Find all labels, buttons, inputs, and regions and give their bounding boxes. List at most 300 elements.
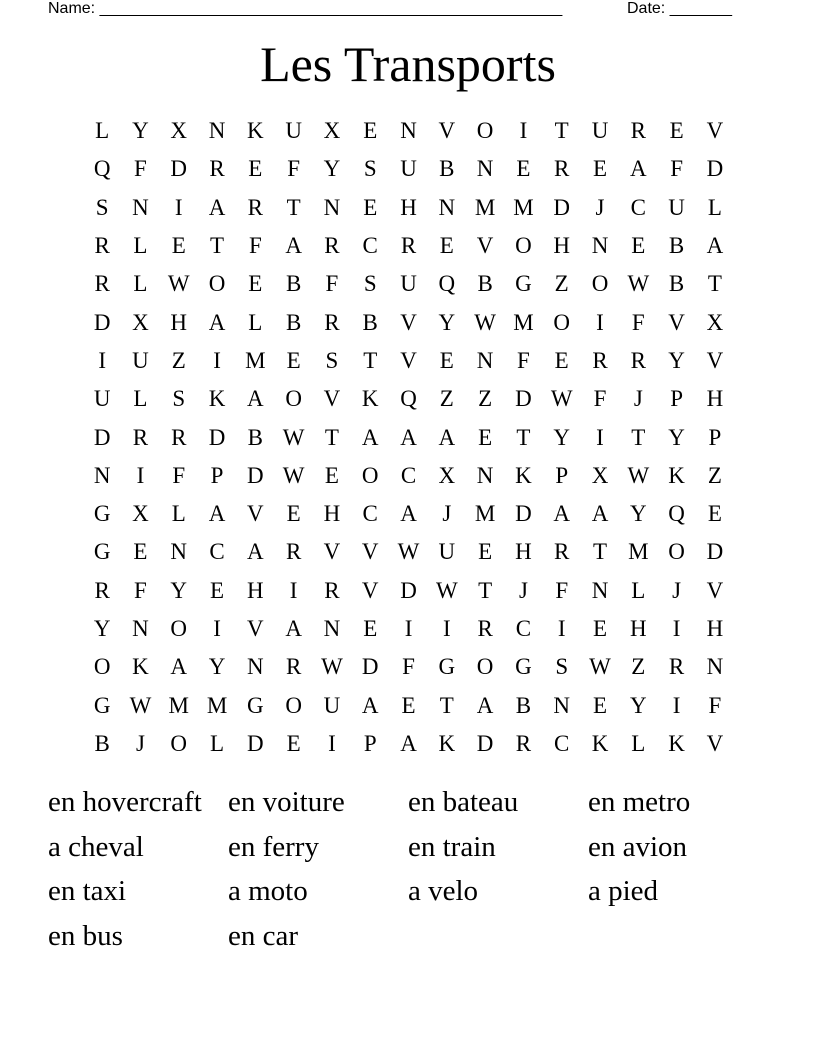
grid-cell[interactable]: G	[438, 654, 456, 680]
word-list-item: a velo	[408, 875, 479, 907]
grid-cell[interactable]: G	[93, 539, 111, 565]
grid-cell[interactable]: T	[554, 118, 569, 144]
grid-cell[interactable]: N	[591, 577, 609, 603]
grid-cell[interactable]: G	[93, 692, 111, 718]
grid-cell[interactable]: V	[247, 501, 264, 527]
grid-cell[interactable]: L	[248, 309, 263, 335]
grid-cell[interactable]: X	[132, 309, 149, 335]
grid-cell[interactable]: Y	[629, 692, 647, 718]
grid-cell[interactable]: B	[515, 692, 532, 718]
grid-cell[interactable]: W	[435, 577, 458, 603]
grid-cell[interactable]: J	[518, 577, 528, 603]
grid-cell[interactable]: T	[439, 692, 454, 718]
grid-cell[interactable]: J	[672, 577, 682, 603]
grid-cell[interactable]: N	[476, 347, 494, 373]
grid-cell[interactable]: E	[592, 692, 608, 718]
grid-cell[interactable]: D	[170, 156, 188, 182]
grid-cell[interactable]: H	[706, 616, 724, 641]
grid-cell[interactable]: X	[323, 118, 341, 144]
grid-cell[interactable]: F	[708, 692, 722, 718]
grid-cell[interactable]: N	[208, 118, 226, 144]
grid-cell[interactable]: E	[286, 730, 301, 756]
grid-cell[interactable]: W	[321, 654, 343, 680]
grid-cell[interactable]: N	[170, 539, 188, 565]
grid-cell[interactable]: K	[591, 730, 609, 756]
grid-cell[interactable]: T	[592, 539, 608, 565]
name-field[interactable]: Name: ____________________________________________________	[48, 0, 563, 17]
grid-cell[interactable]: P	[210, 462, 224, 488]
grid-cell[interactable]: I	[213, 616, 221, 641]
grid-cell[interactable]: S	[172, 386, 186, 412]
grid-cell[interactable]: I	[213, 347, 221, 373]
grid-cell[interactable]: E	[286, 501, 301, 527]
grid-cell[interactable]: W	[627, 271, 650, 297]
grid-cell[interactable]: B	[477, 271, 493, 297]
grid-cell[interactable]: I	[174, 194, 183, 220]
grid-cell[interactable]: E	[286, 347, 301, 373]
grid-cell[interactable]: B	[285, 271, 302, 297]
grid-cell[interactable]: G	[515, 654, 532, 680]
grid-cell[interactable]: A	[629, 156, 647, 182]
grid-cell[interactable]: S	[363, 271, 377, 297]
grid-cell[interactable]: Y	[553, 424, 571, 450]
grid-cell[interactable]: J	[595, 194, 605, 220]
grid-cell[interactable]: E	[439, 347, 454, 373]
grid-cell[interactable]: R	[400, 233, 417, 259]
grid-cell[interactable]: F	[134, 577, 147, 603]
grid-cell[interactable]: S	[95, 194, 109, 220]
grid-cell[interactable]: L	[171, 501, 186, 527]
grid-cell[interactable]: F	[593, 386, 607, 412]
grid-cell[interactable]: S	[555, 654, 569, 680]
grid-cell[interactable]: Y	[132, 118, 149, 144]
grid-cell[interactable]: A	[553, 501, 571, 527]
grid-cell[interactable]: I	[672, 616, 681, 641]
grid-cell[interactable]: U	[591, 118, 609, 144]
grid-cell[interactable]: B	[94, 730, 110, 756]
grid-cell[interactable]: S	[325, 347, 339, 373]
grid-cell[interactable]: J	[633, 386, 643, 412]
grid-cell[interactable]: M	[628, 539, 649, 565]
grid-cell[interactable]: Y	[629, 501, 647, 527]
grid-cell[interactable]: I	[442, 616, 451, 641]
grid-cell[interactable]: T	[631, 424, 646, 450]
grid-cell[interactable]: A	[400, 424, 417, 450]
grid-cell[interactable]: K	[132, 654, 149, 680]
grid-cell[interactable]: E	[554, 347, 569, 373]
grid-cell[interactable]: D	[476, 730, 494, 756]
grid-cell[interactable]: R	[592, 347, 608, 373]
grid-cell[interactable]: O	[170, 616, 188, 641]
grid-cell[interactable]: E	[324, 462, 339, 488]
grid-cell[interactable]: B	[362, 309, 378, 335]
grid-cell[interactable]: K	[515, 462, 532, 488]
grid-cell[interactable]: R	[554, 539, 570, 565]
grid-cell[interactable]: F	[248, 233, 262, 259]
grid-cell[interactable]: N	[323, 194, 341, 220]
grid-cell[interactable]: M	[168, 692, 189, 718]
grid-cell[interactable]: H	[553, 233, 571, 259]
grid-cell[interactable]: I	[289, 577, 298, 603]
grid-cell[interactable]: Z	[554, 271, 569, 297]
grid-cell[interactable]: A	[400, 730, 417, 756]
grid-cell[interactable]: D	[361, 654, 379, 680]
grid-cell[interactable]: C	[400, 462, 417, 488]
grid-cell[interactable]: V	[706, 118, 724, 144]
grid-cell[interactable]: T	[210, 233, 225, 259]
grid-cell[interactable]: B	[285, 309, 302, 335]
grid-cell[interactable]: Z	[631, 654, 646, 680]
grid-cell[interactable]: T	[707, 271, 722, 297]
grid-cell[interactable]: Y	[208, 654, 226, 680]
grid-cell[interactable]: N	[553, 692, 571, 718]
grid-cell[interactable]: E	[439, 233, 454, 259]
grid-cell[interactable]: O	[476, 654, 494, 680]
grid-cell[interactable]: K	[247, 118, 264, 144]
grid-cell[interactable]: E	[363, 194, 378, 220]
grid-cell[interactable]: E	[248, 156, 263, 182]
grid-cell[interactable]: A	[208, 501, 226, 527]
grid-cell[interactable]: W	[282, 424, 305, 450]
grid-cell[interactable]: N	[476, 462, 494, 488]
grid-cell[interactable]: X	[706, 309, 724, 335]
grid-cell[interactable]: U	[668, 194, 685, 220]
grid-cell[interactable]: F	[517, 347, 530, 373]
grid-cell[interactable]: D	[93, 309, 111, 335]
grid-cell[interactable]: M	[474, 194, 496, 220]
grid-cell[interactable]: I	[596, 424, 604, 450]
grid-cell[interactable]: X	[438, 462, 456, 488]
grid-cell[interactable]: F	[134, 156, 147, 182]
grid-cell[interactable]: G	[515, 271, 532, 297]
grid-cell[interactable]: H	[629, 616, 647, 641]
grid-cell[interactable]: R	[94, 577, 110, 603]
grid-cell[interactable]: Q	[400, 386, 417, 412]
grid-cell[interactable]: Y	[170, 577, 188, 603]
grid-cell[interactable]: P	[555, 462, 569, 488]
grid-cell[interactable]: L	[210, 730, 225, 756]
grid-cell[interactable]: C	[209, 539, 225, 565]
page-title: Les Transports	[260, 36, 556, 92]
grid-cell[interactable]: Z	[439, 386, 454, 412]
grid-cell[interactable]: P	[708, 424, 722, 450]
grid-cell[interactable]: N	[132, 616, 149, 641]
grid-cell[interactable]: W	[474, 309, 496, 335]
grid-cell[interactable]: Y	[668, 424, 685, 450]
grid-cell[interactable]: H	[706, 386, 724, 412]
grid-cell[interactable]: F	[287, 156, 301, 182]
grid-cell[interactable]: G	[247, 692, 264, 718]
grid-cell[interactable]: O	[285, 692, 302, 718]
grid-cell[interactable]: F	[402, 654, 415, 680]
grid-cell[interactable]: R	[554, 156, 570, 182]
grid-cell[interactable]: A	[208, 309, 226, 335]
grid-cell[interactable]: J	[135, 730, 145, 756]
grid-cell[interactable]: V	[323, 539, 341, 565]
date-field[interactable]: Date: _______	[627, 0, 732, 17]
grid-cell[interactable]: B	[668, 233, 685, 259]
grid-cell[interactable]: I	[596, 309, 604, 335]
grid-cell[interactable]: V	[706, 577, 724, 603]
grid-cell[interactable]: P	[363, 730, 377, 756]
grid-cell[interactable]: R	[285, 539, 302, 565]
grid-cell[interactable]: I	[136, 462, 145, 488]
grid-cell[interactable]: E	[516, 156, 531, 182]
grid-cell[interactable]: E	[707, 501, 722, 527]
grid-cell[interactable]: N	[400, 118, 417, 144]
grid-cell[interactable]: H	[170, 309, 188, 335]
grid-cell[interactable]: M	[474, 501, 496, 527]
grid-cell[interactable]: U	[323, 692, 341, 718]
worksheet-header	[0, 0, 816, 20]
grid-cell[interactable]: N	[323, 616, 341, 641]
grid-cell[interactable]: W	[627, 462, 650, 488]
grid-cell[interactable]: N	[93, 462, 111, 488]
grid-cell[interactable]: A	[285, 616, 302, 641]
grid-cell[interactable]: Y	[93, 616, 111, 641]
grid-cell[interactable]: O	[553, 309, 571, 335]
grid-cell[interactable]: R	[324, 233, 340, 259]
grid-cell[interactable]: W	[550, 386, 573, 412]
grid-cell[interactable]: O	[515, 233, 532, 259]
grid-cell[interactable]: R	[630, 347, 646, 373]
grid-cell[interactable]: E	[478, 539, 493, 565]
grid-cell[interactable]: N	[476, 156, 494, 182]
grid-cell[interactable]: L	[133, 386, 148, 412]
grid-cell[interactable]: O	[361, 462, 379, 488]
grid-cell[interactable]: C	[554, 730, 570, 756]
grid-cell[interactable]: R	[515, 730, 532, 756]
grid-cell[interactable]: Q	[93, 156, 111, 182]
grid-cell[interactable]: L	[631, 730, 646, 756]
word-list	[48, 780, 768, 958]
grid-cell[interactable]: F	[631, 309, 645, 335]
grid-cell[interactable]: L	[95, 118, 110, 144]
grid-cell[interactable]: V	[668, 309, 685, 335]
grid-cell[interactable]: H	[515, 539, 532, 565]
grid-cell[interactable]: R	[324, 309, 340, 335]
grid-cell[interactable]: N	[247, 654, 264, 680]
grid-cell[interactable]: I	[404, 616, 413, 641]
grid-cell[interactable]: V	[400, 347, 417, 373]
grid-cell[interactable]: K	[668, 462, 685, 488]
grid-cell[interactable]: F	[172, 462, 186, 488]
grid-cell[interactable]: H	[247, 577, 264, 603]
grid-cell[interactable]: R	[209, 156, 225, 182]
grid-cell[interactable]: A	[438, 424, 456, 450]
word-list-item: en bateau	[408, 786, 519, 818]
grid-cell[interactable]: A	[591, 501, 609, 527]
grid-cell[interactable]: N	[591, 233, 609, 259]
grid-cell[interactable]: X	[591, 462, 609, 488]
grid-cell[interactable]: D	[247, 730, 264, 756]
grid-cell[interactable]: H	[400, 194, 417, 220]
grid-cell[interactable]: C	[630, 194, 646, 220]
grid-cell[interactable]: W	[589, 654, 611, 680]
grid-cell[interactable]: D	[553, 194, 571, 220]
grid-cell[interactable]: A	[247, 539, 264, 565]
grid-cell[interactable]: L	[631, 577, 646, 603]
grid-cell[interactable]: I	[519, 118, 528, 144]
grid-cell[interactable]: M	[245, 347, 266, 373]
grid-cell[interactable]: D	[515, 501, 532, 527]
grid-cell[interactable]: N	[706, 654, 724, 680]
grid-cell[interactable]: O	[285, 386, 302, 412]
grid-cell[interactable]: E	[478, 424, 493, 450]
grid-cell[interactable]: S	[363, 156, 377, 182]
grid-cell[interactable]: C	[515, 616, 532, 641]
grid-cell[interactable]: Q	[438, 271, 456, 297]
grid-cell[interactable]: B	[247, 424, 263, 450]
grid-cell[interactable]: V	[476, 233, 494, 259]
grid-cell[interactable]: V	[400, 309, 417, 335]
grid-cell[interactable]: J	[442, 501, 452, 527]
grid-cell[interactable]: A	[170, 654, 188, 680]
grid-cell[interactable]: R	[668, 654, 685, 680]
grid-cell[interactable]: W	[129, 692, 152, 718]
grid-cell[interactable]: O	[591, 271, 609, 297]
grid-cell[interactable]: V	[361, 577, 379, 603]
grid-cell[interactable]: V	[706, 730, 724, 756]
grid-cell[interactable]: W	[167, 271, 190, 297]
grid-cell[interactable]: U	[285, 118, 302, 144]
word-list-item: en avion	[588, 830, 688, 863]
grid-cell[interactable]: M	[513, 309, 534, 335]
grid-cell[interactable]: I	[672, 692, 681, 718]
word-search-grid[interactable]	[83, 112, 734, 763]
grid-cell[interactable]: T	[478, 577, 493, 603]
grid-cell[interactable]: F	[670, 156, 683, 182]
grid-cell[interactable]: E	[363, 118, 378, 144]
grid-cell[interactable]: I	[98, 347, 106, 373]
grid-cell[interactable]: D	[706, 539, 724, 565]
grid-cell[interactable]: A	[361, 424, 379, 450]
grid-cell[interactable]: D	[93, 424, 111, 450]
grid-cell[interactable]: B	[439, 156, 455, 182]
grid-cell[interactable]: M	[206, 692, 228, 718]
grid-cell[interactable]: V	[706, 347, 724, 373]
grid-cell[interactable]: R	[171, 424, 187, 450]
grid-cell[interactable]: D	[515, 386, 532, 412]
grid-cell[interactable]: I	[557, 616, 566, 641]
grid-cell[interactable]: Y	[438, 309, 456, 335]
grid-cell[interactable]: Z	[478, 386, 493, 412]
grid-cell[interactable]: L	[133, 271, 148, 297]
grid-cell[interactable]: R	[630, 118, 646, 144]
grid-cell[interactable]: E	[631, 233, 646, 259]
grid-cell[interactable]: H	[323, 501, 341, 527]
grid-cell[interactable]: M	[513, 194, 534, 220]
grid-cell[interactable]: R	[477, 616, 493, 641]
grid-cell[interactable]: W	[397, 539, 420, 565]
grid-cell[interactable]: R	[132, 424, 149, 450]
grid-cell[interactable]: E	[133, 539, 148, 565]
grid-cell[interactable]: E	[248, 271, 263, 297]
grid-cell[interactable]: Z	[707, 462, 722, 488]
grid-cell[interactable]: B	[668, 271, 685, 297]
grid-cell[interactable]: X	[132, 501, 149, 527]
grid-cell[interactable]: O	[93, 654, 111, 680]
grid-cell[interactable]: P	[670, 386, 683, 412]
grid-cell[interactable]: A	[247, 386, 264, 412]
grid-cell[interactable]: A	[208, 194, 226, 220]
grid-cell[interactable]: K	[668, 730, 685, 756]
grid-cell[interactable]: K	[438, 730, 456, 756]
grid-cell[interactable]: G	[93, 501, 111, 527]
grid-cell[interactable]: D	[247, 462, 264, 488]
grid-cell[interactable]: O	[208, 271, 226, 297]
grid-cell[interactable]: E	[592, 616, 608, 641]
grid-cell[interactable]: A	[706, 233, 724, 259]
grid-cell[interactable]: X	[170, 118, 188, 144]
grid-cell[interactable]: Y	[668, 347, 685, 373]
grid-cell[interactable]: O	[476, 118, 494, 144]
grid-cell[interactable]: K	[208, 386, 226, 412]
grid-cell[interactable]: F	[325, 271, 339, 297]
grid-cell[interactable]: C	[362, 501, 378, 527]
grid-cell[interactable]: E	[363, 616, 378, 641]
grid-cell[interactable]: O	[668, 539, 685, 565]
grid-cell[interactable]: Z	[171, 347, 186, 373]
grid-cell[interactable]: R	[285, 654, 302, 680]
word-list-item: en metro	[588, 786, 691, 818]
grid-cell[interactable]: D	[208, 424, 226, 450]
grid-cell[interactable]: R	[247, 194, 263, 220]
grid-cell[interactable]: V	[323, 386, 341, 412]
grid-cell[interactable]: U	[400, 156, 417, 182]
grid-cell[interactable]: L	[707, 194, 722, 220]
grid-cell[interactable]: Y	[323, 156, 341, 182]
grid-cell[interactable]: E	[171, 233, 186, 259]
grid-cell[interactable]: V	[438, 118, 456, 144]
grid-cell[interactable]: L	[133, 233, 148, 259]
grid-cell[interactable]: R	[94, 233, 110, 259]
grid-cell[interactable]: R	[94, 271, 110, 297]
grid-cell[interactable]: K	[361, 386, 379, 412]
grid-cell[interactable]: U	[132, 347, 149, 373]
grid-cell[interactable]: T	[324, 424, 339, 450]
grid-cell[interactable]: V	[361, 539, 379, 565]
grid-cell[interactable]: T	[516, 424, 531, 450]
grid-cell[interactable]: N	[132, 194, 149, 220]
grid-cell[interactable]: V	[247, 616, 264, 641]
grid-cell[interactable]: R	[324, 577, 340, 603]
grid-cell[interactable]: E	[669, 118, 684, 144]
grid-cell[interactable]: U	[438, 539, 456, 565]
grid-cell[interactable]: Q	[668, 501, 685, 527]
grid-cell[interactable]: O	[170, 730, 188, 756]
grid-cell[interactable]: D	[706, 156, 724, 182]
grid-cell[interactable]: W	[282, 462, 305, 488]
grid-cell[interactable]: A	[476, 692, 494, 718]
grid-cell[interactable]: E	[592, 156, 608, 182]
grid-cell[interactable]: E	[210, 577, 225, 603]
grid-cell[interactable]: I	[328, 730, 336, 756]
grid-cell[interactable]: N	[438, 194, 456, 220]
word-list-item: en taxi	[48, 875, 127, 907]
grid-cell[interactable]: T	[286, 194, 301, 220]
grid-cell[interactable]: U	[400, 271, 417, 297]
grid-cell[interactable]: A	[400, 501, 417, 527]
grid-cell[interactable]: F	[555, 577, 569, 603]
grid-cell[interactable]: A	[285, 233, 302, 259]
grid-cell[interactable]: C	[362, 233, 378, 259]
grid-cell[interactable]: E	[401, 692, 416, 718]
grid-cell[interactable]: A	[361, 692, 379, 718]
grid-cell[interactable]: U	[93, 386, 111, 412]
grid-cell[interactable]: D	[400, 577, 417, 603]
grid-cell[interactable]: T	[363, 347, 378, 373]
